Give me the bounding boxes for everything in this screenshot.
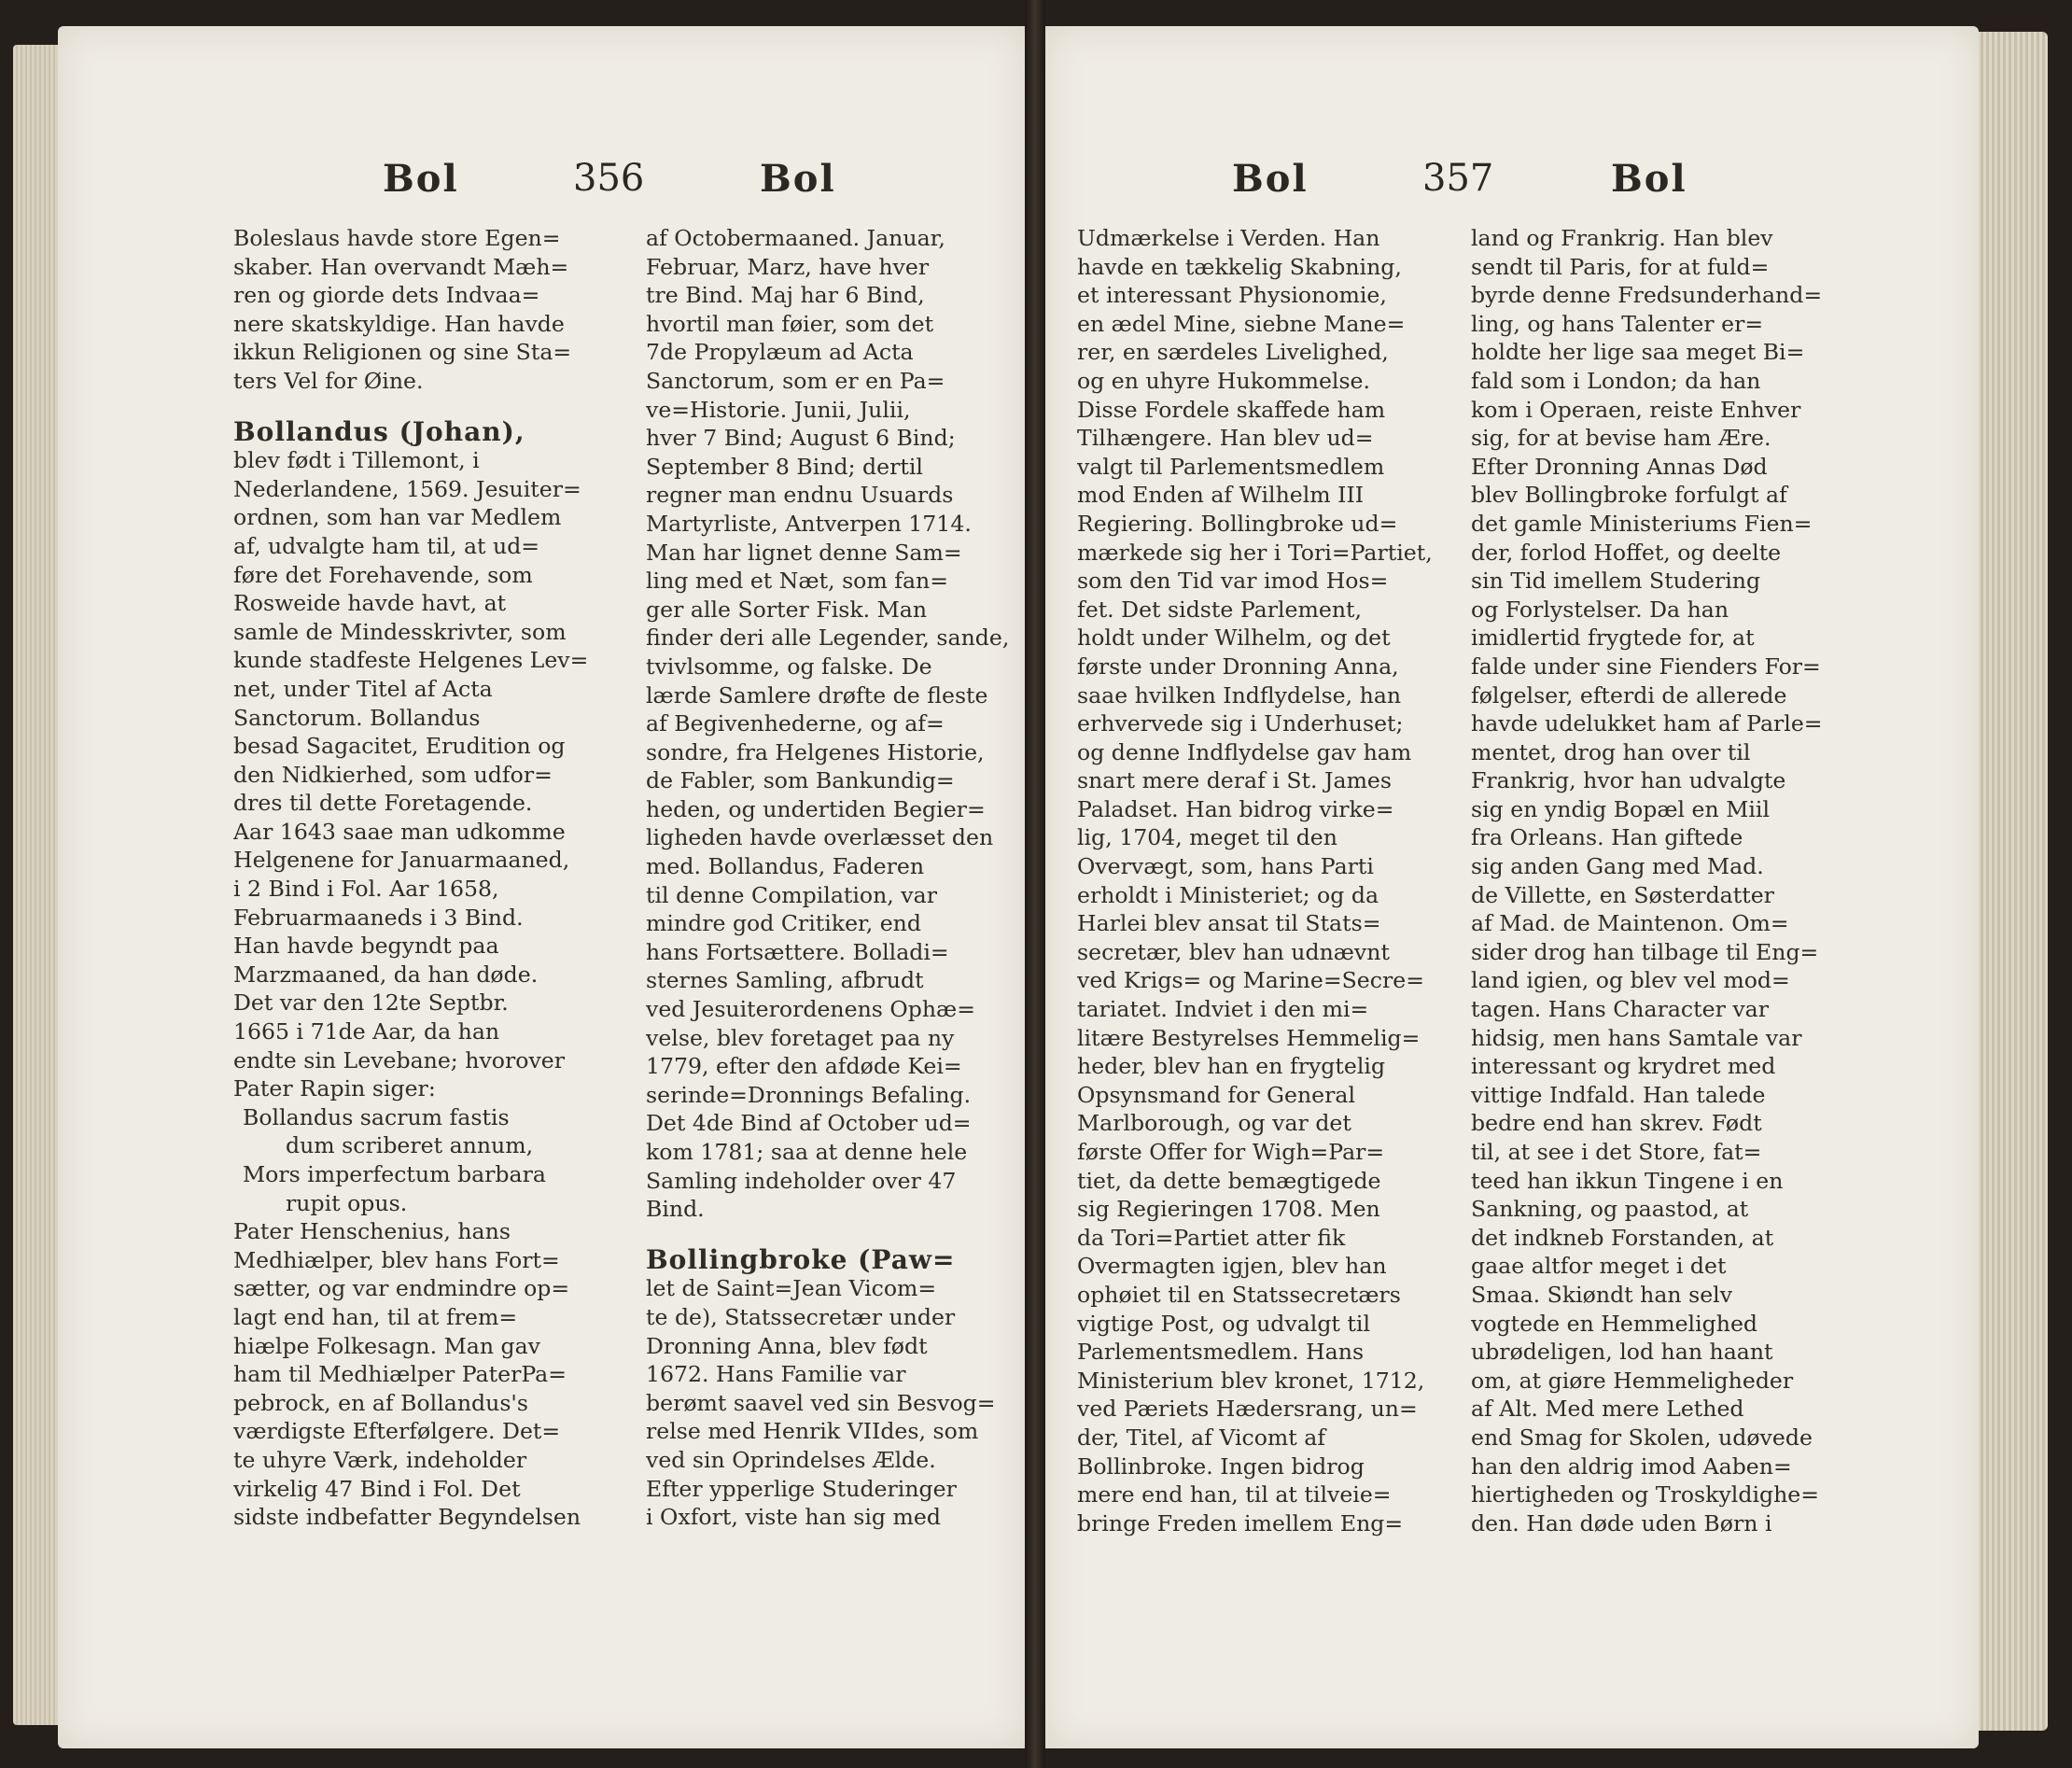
text-line: hiertigheden og Troskyldighe=: [1471, 1481, 1820, 1508]
text-line: Efter ypperlige Studeringer: [646, 1475, 957, 1502]
text-line: Martyrliste, Antverpen 1714.: [646, 510, 972, 537]
entry-heading-line: Bollandus (Johan),: [233, 417, 525, 447]
text-line: ger alle Sorter Fisk. Man: [646, 596, 928, 623]
text-line: Bollandus sacrum fastis: [243, 1103, 510, 1130]
text-line: lagt end han, til at frem=: [233, 1303, 518, 1330]
text-line: sondre, fra Helgenes Historie,: [646, 738, 985, 765]
text-line: og Forlystelser. Da han: [1471, 596, 1729, 623]
text-line: Marlborough, og var det: [1077, 1110, 1351, 1137]
page-number: 357: [1422, 157, 1494, 200]
left-page-column-1: [233, 224, 625, 1532]
text-line: skaber. Han overvandt Mæh=: [233, 253, 569, 280]
text-line: Sanctorum, som er en Pa=: [646, 367, 945, 394]
text-line: der, forlod Hoffet, og deelte: [1471, 539, 1782, 566]
text-line: ve=Historie. Junii, Julii,: [646, 396, 911, 423]
text-line: byrde denne Fredsunderhand=: [1471, 282, 1823, 309]
header-right-word: Bol: [1611, 157, 1687, 201]
text-line: tariatet. Indviet i den mi=: [1077, 996, 1369, 1023]
text-line: lig, 1704, meget til den: [1077, 824, 1337, 851]
text-line: teed han ikkun Tingene i en: [1471, 1167, 1784, 1194]
text-line: ham til Medhiælper PaterPa=: [233, 1361, 567, 1388]
text-line: Paladset. Han bidrog virke=: [1077, 795, 1394, 822]
text-line: Disse Fordele skaffede ham: [1077, 396, 1386, 423]
text-line: sig anden Gang med Mad.: [1471, 853, 1764, 880]
text-line: ved Jesuiterordenens Ophæ=: [646, 996, 975, 1023]
text-line: i Oxfort, viste han sig med: [646, 1504, 941, 1531]
text-line: Overvægt, som, hans Parti: [1077, 853, 1374, 880]
text-line: Ministerium blev kronet, 1712,: [1077, 1367, 1425, 1394]
text-line: sig Regieringen 1708. Men: [1077, 1196, 1380, 1223]
text-line: nere skatskyldige. Han havde: [233, 310, 565, 337]
text-line: holdt under Wilhelm, og det: [1077, 624, 1391, 652]
text-line: de Villette, en Søsterdatter: [1471, 881, 1774, 908]
text-line: dres til dette Foretagende.: [233, 790, 533, 817]
text-line: 1665 i 71de Aar, da han: [233, 1018, 500, 1045]
text-line: ters Vel for Øine.: [233, 367, 424, 394]
right-page-column-1: [1077, 224, 1469, 1537]
text-line: blev Bollingbroke forfulgt af: [1471, 482, 1787, 509]
text-line: til, at see i det Store, fat=: [1471, 1139, 1762, 1165]
text-line: snart mere deraf i St. James: [1077, 767, 1393, 794]
text-line: land og Frankrig. Han blev: [1471, 225, 1773, 251]
text-line: Sanctorum. Bollandus: [233, 704, 481, 731]
text-line: til denne Compilation, var: [646, 881, 937, 908]
text-line: Han havde begyndt paa: [233, 933, 499, 960]
text-line: vittige Indfald. Han talede: [1471, 1081, 1766, 1108]
text-line: sig en yndig Bopæl en Miil: [1471, 795, 1771, 822]
text-line: om, at giøre Hemmeligheder: [1471, 1367, 1794, 1394]
text-line: kunde stadfeste Helgenes Lev=: [233, 647, 589, 674]
page-number: 356: [573, 157, 645, 200]
text-line: det indkneb Forstanden, at: [1471, 1224, 1774, 1251]
text-line: hidsig, men hans Samtale var: [1471, 1024, 1802, 1051]
left-page-header: [58, 157, 1025, 209]
text-line: af Alt. Med mere Lethed: [1471, 1396, 1744, 1423]
text-line: 7de Propylæum ad Acta: [646, 339, 914, 366]
text-line: første under Dronning Anna,: [1077, 652, 1399, 680]
text-line: saae hvilken Indflydelse, han: [1077, 681, 1402, 709]
text-line: havde udelukket ham af Parle=: [1471, 710, 1823, 737]
text-line: i 2 Bind i Fol. Aar 1658,: [233, 876, 499, 903]
text-line: ved Krigs= og Marine=Secre=: [1077, 967, 1424, 994]
text-line: Regiering. Bollingbroke ud=: [1077, 510, 1398, 537]
text-line: endte sin Levebane; hvorover: [233, 1046, 566, 1073]
text-line: vigtige Post, og udvalgt til: [1077, 1310, 1370, 1337]
right-page-edges: [1975, 32, 2048, 1731]
text-line: serinde=Dronnings Befaling.: [646, 1081, 972, 1108]
text-line: af Octobermaaned. Januar,: [646, 225, 945, 251]
text-line: Bollinbroke. Ingen bidrog: [1077, 1452, 1365, 1480]
text-line: da Tori=Partiet atter fik: [1077, 1224, 1346, 1251]
text-line: holdte her lige saa meget Bi=: [1471, 339, 1805, 366]
text-line: Efter Dronning Annas Død: [1471, 453, 1768, 480]
text-line: første Offer for Wigh=Par=: [1077, 1139, 1385, 1165]
left-page-edges: [13, 45, 62, 1725]
text-line: Aar 1643 saae man udkomme: [233, 818, 566, 845]
text-line: rupit opus.: [286, 1189, 408, 1216]
text-line: blev født i Tillemont, i: [233, 447, 480, 474]
text-line: Udmærkelse i Verden. Han: [1077, 225, 1380, 251]
text-line: Sankning, og paastod, at: [1471, 1196, 1749, 1223]
header-right-word: Bol: [760, 157, 836, 201]
text-line: Tilhængere. Han blev ud=: [1077, 425, 1374, 452]
text-line: mærkede sig her i Tori=Partiet,: [1077, 539, 1433, 566]
text-line: den Nidkierhed, som udfor=: [233, 761, 553, 788]
text-line: der, Titel, af Vicomt af: [1077, 1424, 1326, 1451]
text-line: hans Fortsættere. Bolladi=: [646, 938, 949, 965]
text-line: net, under Titel af Acta: [233, 675, 493, 702]
text-line: og denne Indflydelse gav ham: [1077, 738, 1412, 765]
text-line: Helgenene for Januarmaaned,: [233, 847, 570, 874]
header-left-word: Bol: [1232, 157, 1309, 201]
text-line: ling, og hans Talenter er=: [1471, 310, 1764, 337]
text-line: følgelser, efterdi de allerede: [1471, 681, 1787, 709]
text-line: dum scriberet annum,: [286, 1132, 534, 1159]
text-line: sidste indbefatter Begyndelsen: [233, 1504, 581, 1531]
text-line: Marzmaaned, da han døde.: [233, 961, 539, 988]
text-line: den. Han døde uden Børn i: [1471, 1509, 1772, 1536]
text-line: Mors imperfectum barbara: [243, 1161, 546, 1187]
text-line: Pater Henschenius, hans: [233, 1218, 511, 1245]
text-line: fra Orleans. Han giftede: [1471, 824, 1743, 851]
text-line: te uhyre Værk, indeholder: [233, 1446, 527, 1473]
right-page-header: [1045, 157, 1979, 209]
text-line: erhvervede sig i Underhuset;: [1077, 710, 1404, 737]
text-line: erholdt i Ministeriet; og da: [1077, 881, 1379, 908]
text-line: af Mad. de Maintenon. Om=: [1471, 910, 1789, 937]
left-page-column-2: [646, 224, 1010, 1532]
text-line: samle de Mindesskrivter, som: [233, 618, 567, 645]
right-page-column-2: [1471, 224, 1863, 1537]
text-line: ved sin Oprindelses Ælde.: [646, 1446, 936, 1473]
text-line: tagen. Hans Character var: [1471, 996, 1770, 1023]
text-line: Samling indeholder over 47: [646, 1167, 957, 1194]
text-line: ved Pæriets Hædersrang, un=: [1077, 1396, 1418, 1423]
text-line: litære Bestyrelses Hemmelig=: [1077, 1024, 1421, 1051]
text-line: mod Enden af Wilhelm III: [1077, 482, 1365, 509]
text-line: det gamle Ministeriums Fien=: [1471, 510, 1813, 537]
text-line: virkelig 47 Bind i Fol. Det: [233, 1475, 521, 1502]
text-line: falde under sine Fienders For=: [1471, 652, 1821, 680]
text-line: lærde Samlere drøfte de fleste: [646, 681, 988, 709]
text-line: ligheden havde overlæsset den: [646, 824, 994, 851]
paragraph-gap: [646, 1224, 1010, 1246]
text-line: ordnen, som han var Medlem: [233, 504, 562, 531]
text-line: rer, en særdeles Livelighed,: [1077, 339, 1389, 366]
text-line: Det var den 12te Septbr.: [233, 989, 509, 1017]
text-line: berømt saavel ved sin Besvog=: [646, 1389, 996, 1416]
text-line: Det 4de Bind af October ud=: [646, 1110, 972, 1137]
text-line: bedre end han skrev. Født: [1471, 1110, 1762, 1137]
text-line: et interessant Physionomie,: [1077, 282, 1387, 309]
paragraph-gap: [233, 396, 625, 418]
text-line: sig, for at bevise ham Ære.: [1471, 425, 1771, 452]
text-line: Overmagten igjen, blev han: [1077, 1253, 1387, 1280]
text-line: 1672. Hans Familie var: [646, 1361, 906, 1388]
text-line: af, udvalgte ham til, at ud=: [233, 532, 540, 559]
text-line: heder, blev han en frygtelig: [1077, 1053, 1386, 1080]
text-line: mindre god Critiker, end: [646, 910, 921, 937]
text-line: finder deri alle Legender, sande,: [646, 624, 1010, 652]
text-line: sider drog han tilbage til Eng=: [1471, 938, 1819, 965]
text-line: ren og giorde dets Indvaa=: [233, 282, 540, 309]
text-line: Februarmaaneds i 3 Bind.: [233, 904, 524, 931]
text-line: hver 7 Bind; August 6 Bind;: [646, 425, 956, 452]
text-line: Smaa. Skiøndt han selv: [1471, 1281, 1733, 1308]
text-line: af Begivenhederne, og af=: [646, 710, 945, 737]
text-line: sternes Samling, afbrudt: [646, 967, 924, 994]
text-line: føre det Forehavende, som: [233, 561, 533, 588]
text-line: bringe Freden imellem Eng=: [1077, 1509, 1404, 1536]
text-line: let de Saint=Jean Vicom=: [646, 1275, 937, 1302]
text-line: 1779, efter den afdøde Kei=: [646, 1053, 962, 1080]
text-line: interessant og krydret med: [1471, 1053, 1776, 1080]
left-page: [58, 26, 1025, 1748]
text-line: han den aldrig imod Aaben=: [1471, 1452, 1792, 1480]
text-line: vogtede en Hemmelighed: [1471, 1310, 1758, 1337]
text-line: sin Tid imellem Studering: [1471, 568, 1761, 595]
text-line: sendt til Paris, for at fuld=: [1471, 253, 1770, 280]
text-line: land igien, og blev vel mod=: [1471, 967, 1790, 994]
text-line: Nederlandene, 1569. Jesuiter=: [233, 475, 581, 502]
text-line: værdigste Efterfølgere. Det=: [233, 1418, 561, 1445]
text-line: hiælpe Folkesagn. Man gav: [233, 1332, 541, 1359]
text-line: Man har lignet denne Sam=: [646, 539, 962, 566]
text-line: Februar, Marz, have hver: [646, 253, 930, 280]
text-line: Dronning Anna, blev født: [646, 1332, 928, 1359]
text-line: relse med Henrik VIIdes, som: [646, 1418, 979, 1445]
text-line: secretær, blev han udnævnt: [1077, 938, 1390, 965]
text-line: pebrock, en af Bollandus's: [233, 1389, 529, 1416]
text-line: hvortil man føier, som det: [646, 310, 934, 337]
right-page: [1045, 26, 1979, 1748]
text-line: med. Bollandus, Faderen: [646, 853, 925, 880]
text-line: besad Sagacitet, Erudition og: [233, 733, 566, 760]
text-line: tre Bind. Maj har 6 Bind,: [646, 282, 925, 309]
entry-heading-line: Bollingbroke (Paw=: [646, 1245, 956, 1275]
text-line: Rosweide havde havt, at: [233, 590, 507, 617]
text-line: som den Tid var imod Hos=: [1077, 568, 1389, 595]
text-line: havde en tækkelig Skabning,: [1077, 253, 1402, 280]
text-line: tvivlsomme, og falske. De: [646, 652, 932, 680]
text-line: tiet, da dette bemægtigede: [1077, 1167, 1381, 1194]
text-line: end Smag for Skolen, udøvede: [1471, 1424, 1813, 1451]
text-line: kom 1781; saa at denne hele: [646, 1139, 968, 1165]
text-line: Pater Rapin siger:: [233, 1075, 436, 1102]
text-line: en ædel Mine, siebne Mane=: [1077, 310, 1406, 337]
text-line: ophøiet til en Statssecretærs: [1077, 1281, 1401, 1308]
text-line: Bind.: [646, 1196, 705, 1223]
text-line: Boleslaus havde store Egen=: [233, 225, 561, 251]
text-line: heden, og undertiden Begier=: [646, 795, 986, 822]
text-line: Medhiælper, blev hans Fort=: [233, 1246, 560, 1273]
text-line: og en uhyre Hukommelse.: [1077, 367, 1371, 394]
text-line: gaae altfor meget i det: [1471, 1253, 1727, 1280]
text-line: imidlertid frygtede for, at: [1471, 624, 1755, 652]
text-line: valgt til Parlementsmedlem: [1077, 453, 1385, 480]
text-line: ling med et Næt, som fan=: [646, 568, 949, 595]
header-left-word: Bol: [383, 157, 459, 201]
text-line: Opsynsmand for General: [1077, 1081, 1355, 1108]
text-line: ikkun Religionen og sine Sta=: [233, 339, 572, 366]
text-line: kom i Operaen, reiste Enhver: [1471, 396, 1801, 423]
text-line: September 8 Bind; dertil: [646, 453, 923, 480]
text-line: Harlei blev ansat til Stats=: [1077, 910, 1381, 937]
text-line: mere end han, til at tilveie=: [1077, 1481, 1392, 1508]
text-line: fet. Det sidste Parlement,: [1077, 596, 1363, 623]
text-line: velse, blev foretaget paa ny: [646, 1024, 955, 1051]
text-line: fald som i London; da han: [1471, 367, 1761, 394]
text-line: mentet, drog han over til: [1471, 738, 1751, 765]
text-line: sætter, og var endmindre op=: [233, 1275, 570, 1302]
book-gutter: [1025, 0, 1045, 1768]
text-line: ubrødeligen, lod han haant: [1471, 1339, 1773, 1366]
text-line: regner man endnu Usuards: [646, 482, 954, 509]
text-line: Parlementsmedlem. Hans: [1077, 1339, 1365, 1366]
text-line: Frankrig, hvor han udvalgte: [1471, 767, 1786, 794]
text-line: te de), Statssecretær under: [646, 1303, 956, 1330]
text-line: de Fabler, som Bankundig=: [646, 767, 955, 794]
